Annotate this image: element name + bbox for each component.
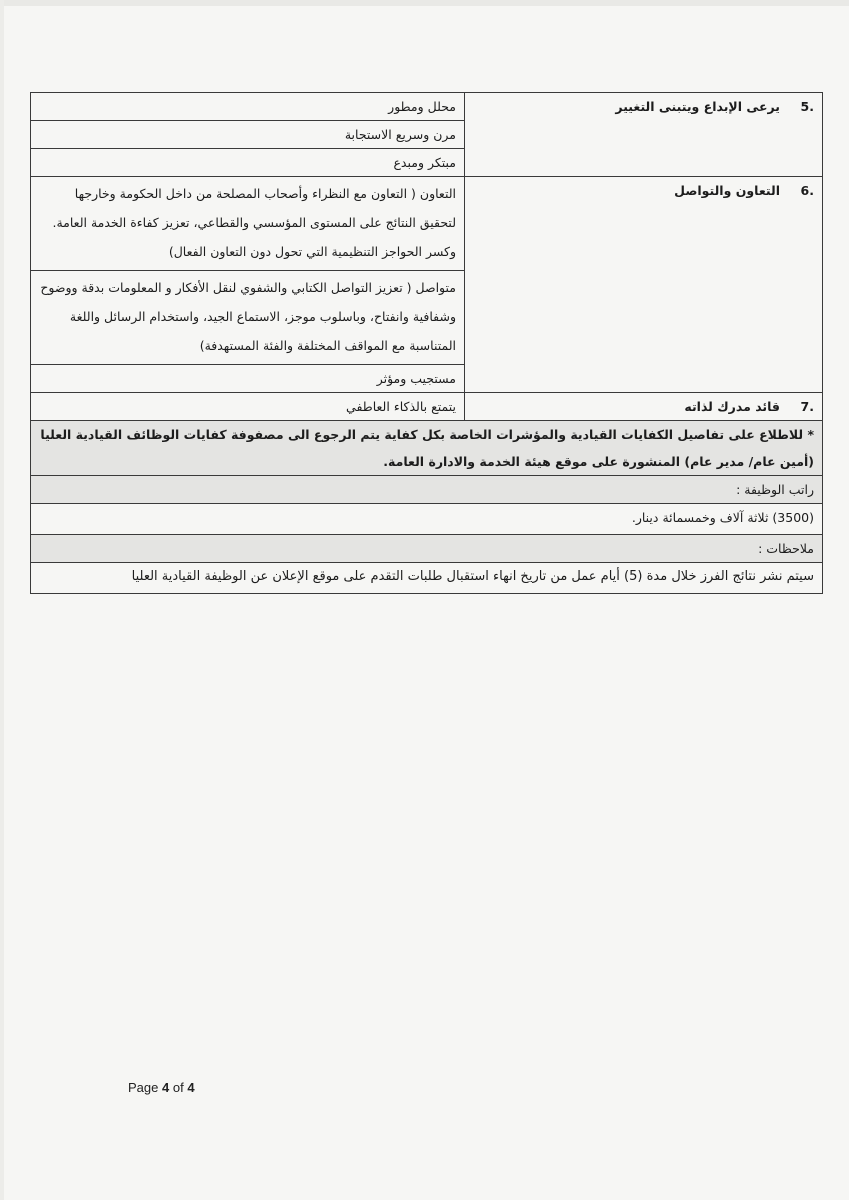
indicator-cell: متواصل ( تعزيز التواصل الكتابي والشفوي لنقل الأفكار و المعلومات بدقة ووضوح وشفافية وانفتاح، وباسلوب موجز، الاستماع الجيد، واستخدام الرسائل واللغة المتناسبة مع المواقف المختلفة والفئة المستهدفة) — [31, 271, 465, 365]
scan-edge-left — [0, 0, 4, 1200]
indicator-cell: التعاون ( التعاون مع النظراء وأصحاب المصلحة من داخل الحكومة وخارجها لتحقيق النتائج على المستوى المؤسسي والقطاعي، تعزيز كفاءة الخدمة العامة. وكسر الحواجز التنظيمية التي تحول دون التعاون الفعال) — [31, 177, 465, 271]
competency-7-cell — [465, 393, 823, 421]
competency-name: يرعى الإبداع ويتبنى التغيير — [615, 99, 780, 114]
table-row — [31, 177, 823, 271]
table-row — [31, 421, 823, 476]
indicator-cell: مرن وسريع الاستجابة — [31, 121, 465, 149]
table-row — [31, 476, 823, 504]
page-word: Page — [128, 1080, 159, 1095]
indicator-cell: مبتكر ومبدع — [31, 149, 465, 177]
page-number-footer — [128, 1080, 195, 1095]
table-row — [31, 535, 823, 563]
competency-number: .6 — [800, 183, 814, 198]
competency-name: التعاون والتواصل — [674, 183, 780, 198]
remarks-label: ملاحظات : — [31, 535, 823, 563]
competency-number: .7 — [800, 399, 814, 414]
competency-number: .5 — [800, 99, 814, 114]
indicator-cell: يتمتع بالذكاء العاطفي — [31, 393, 465, 421]
indicator-cell: مستجيب ومؤثر — [31, 365, 465, 393]
indicator-cell: محلل ومطور — [31, 93, 465, 121]
table-row — [31, 393, 823, 421]
competency-name: قائد مدرك لذاته — [684, 399, 780, 414]
competencies-table — [30, 92, 823, 594]
table-row — [31, 563, 823, 594]
remarks-value: سيتم نشر نتائج الفرز خلال مدة (5) أيام عمل من تاريخ انهاء استقبال طلبات التقدم على موقع الإعلان عن الوظيفة القيادية العليا — [31, 563, 823, 594]
table-row — [31, 93, 823, 121]
competency-matrix-note: * للاطلاع على تفاصيل الكفايات القيادية والمؤشرات الخاصة بكل كفاية يتم الرجوع الى مصفوفة كفايات الوظائف القيادية العليا (أمين عام/ مدير عام) المنشورة على موقع هيئة الخدمة والادارة العامة. — [31, 421, 823, 476]
current-page: 4 — [162, 1080, 170, 1095]
scan-edge-top — [0, 0, 849, 6]
competency-6-cell — [465, 177, 823, 393]
total-pages: 4 — [187, 1080, 195, 1095]
competency-5-cell — [465, 93, 823, 177]
of-word: of — [172, 1080, 184, 1095]
salary-label: راتب الوظيفة : — [31, 476, 823, 504]
table-row — [31, 504, 823, 535]
salary-value: (3500) ثلاثة آلاف وخمسمائة دينار. — [31, 504, 823, 535]
